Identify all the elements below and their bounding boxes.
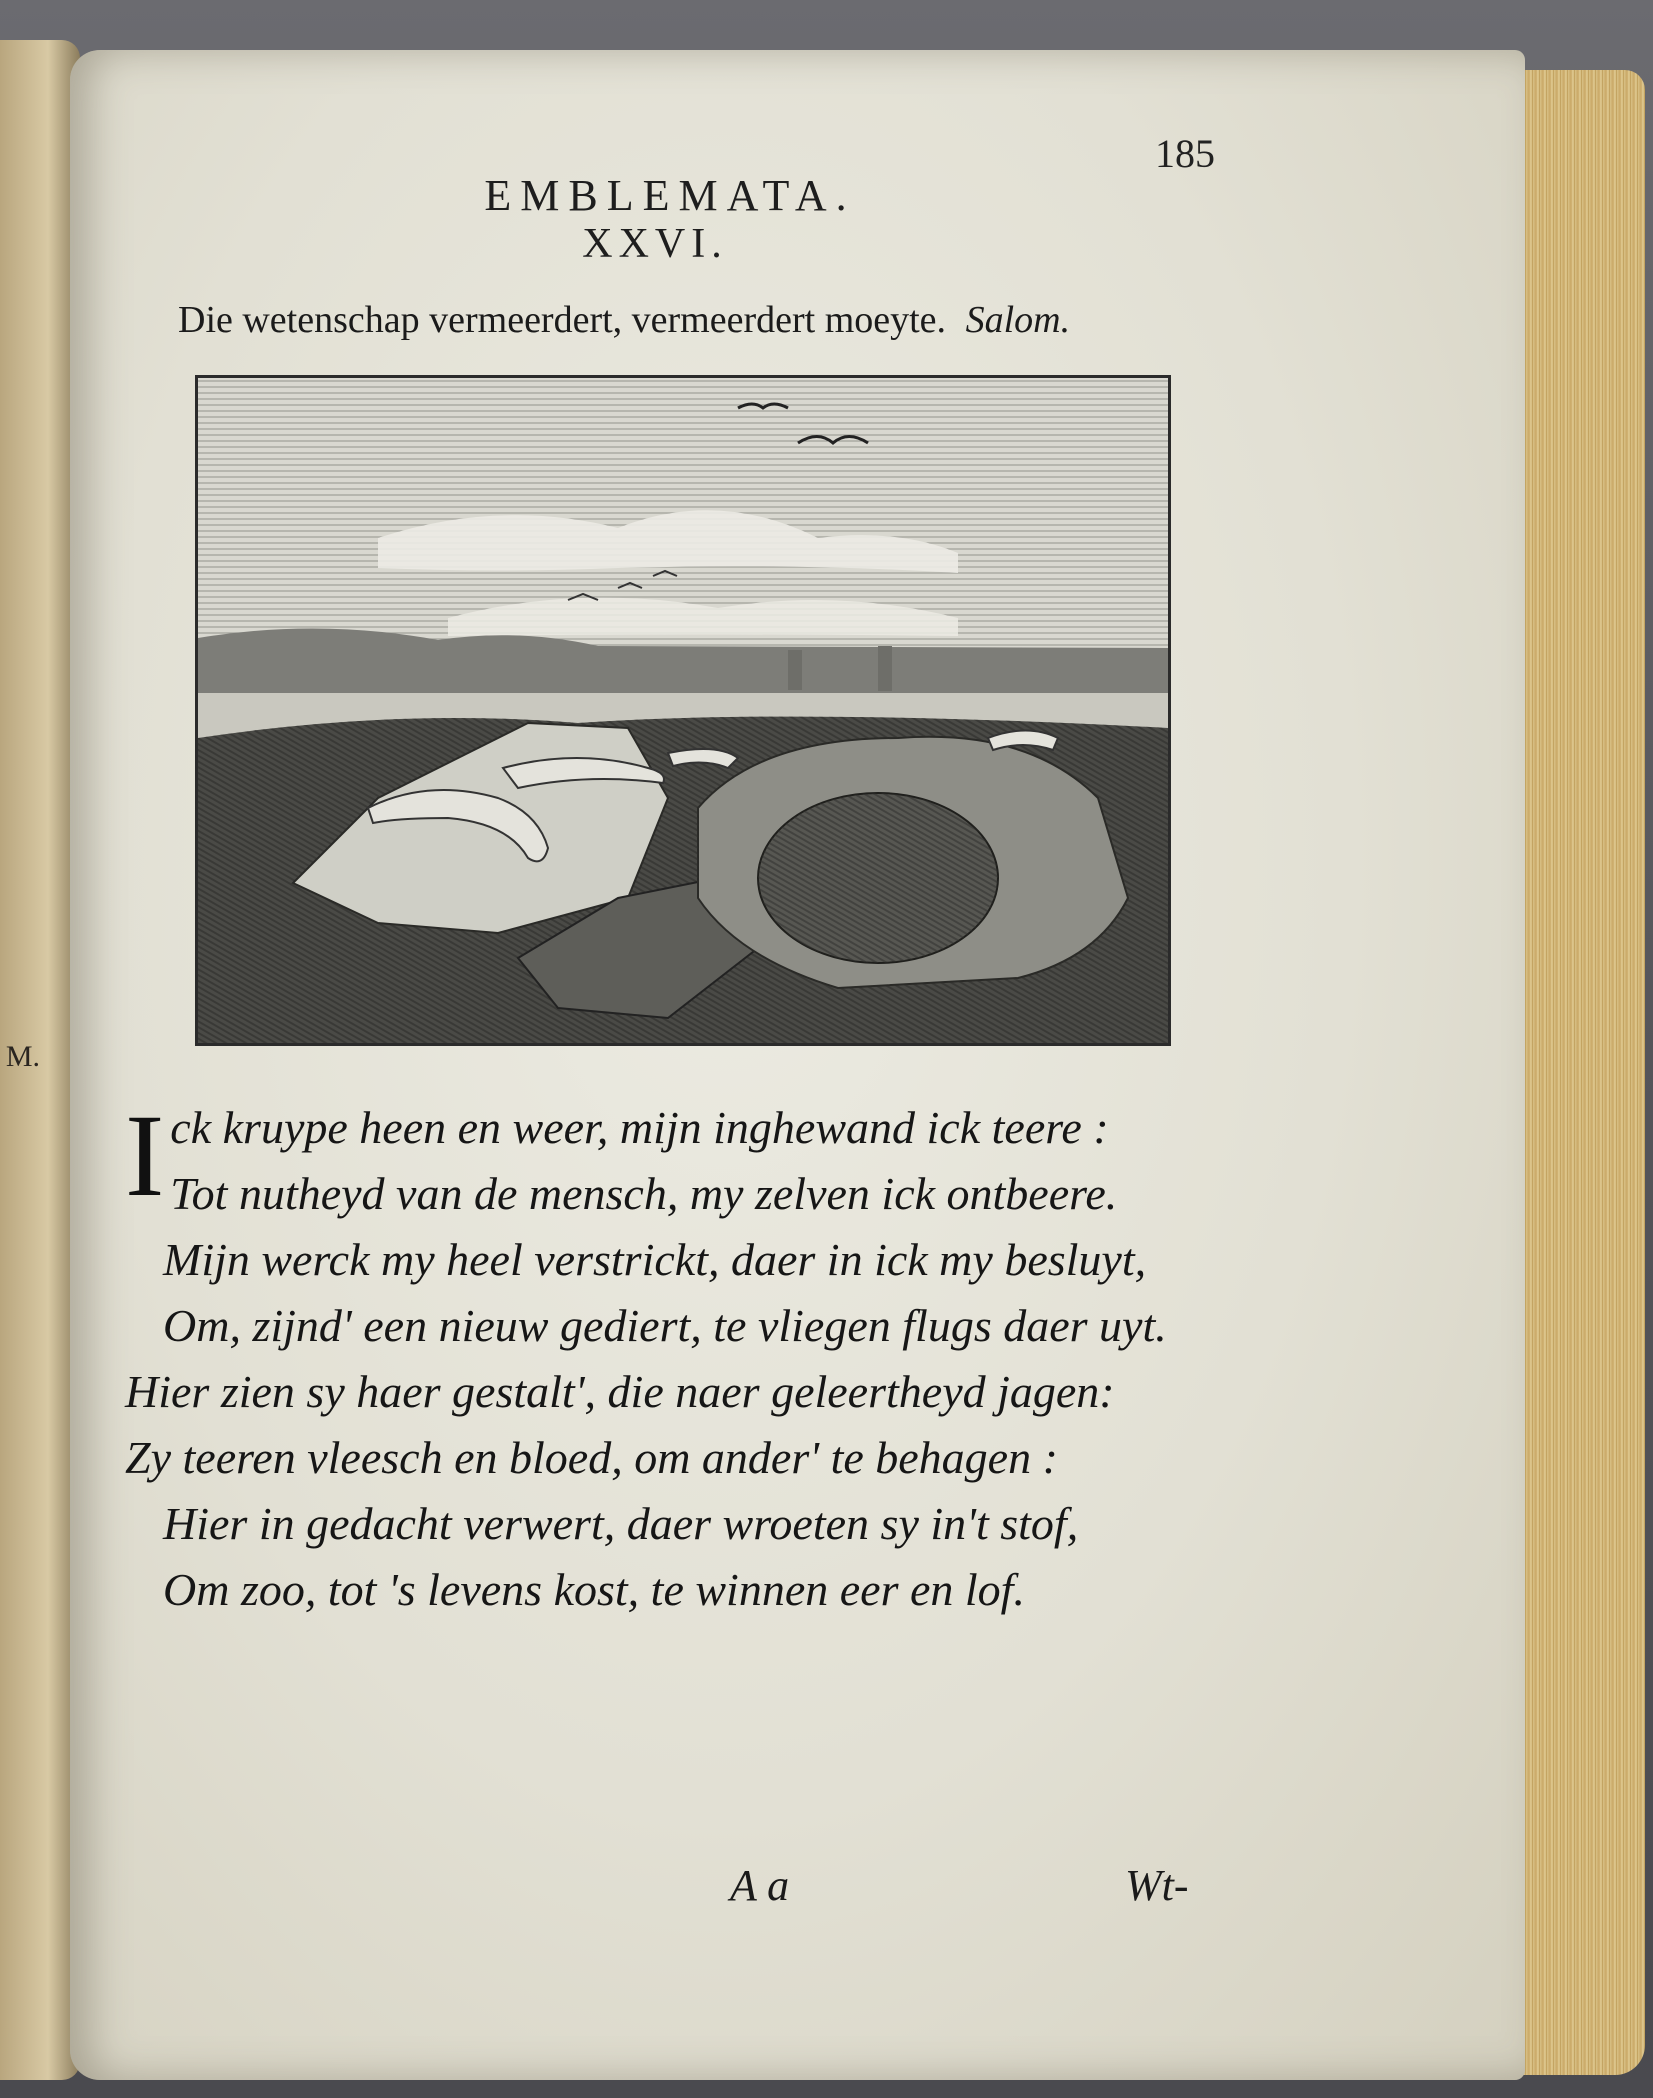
poem-initial: I <box>125 1090 165 1221</box>
page-number: 185 <box>1155 131 1215 176</box>
poem-line: Om, zijnd' een nieuw gediert, te vliegen flugs daer uyt. <box>163 1300 1167 1351</box>
poem-line: Om zoo, tot 's levens kost, te winnen eer en lof. <box>163 1564 1025 1615</box>
poem-line: Hier in gedacht verwert, daer wroeten sy in't stof, <box>163 1498 1079 1549</box>
poem-line: Zy teeren vleesch en bloed, om ander' te behagen : <box>125 1432 1058 1483</box>
page-fore-edge <box>1505 70 1645 2075</box>
motto-source: Salom. <box>965 299 1071 341</box>
running-head: EMBLEMATA. <box>484 171 856 220</box>
poem-line: Hier zien sy haer gestalt', die naer geleertheyd jagen: <box>125 1366 1115 1417</box>
catchword: Wt- <box>1125 1861 1189 1910</box>
engraving-illustration <box>195 375 1171 1046</box>
poem-line: Mijn werck my heel verstrickt, daer in ick my besluyt, <box>163 1234 1147 1285</box>
poem-line: ck kruype heen en weer, mijn inghewand ick teere : <box>170 1102 1109 1153</box>
left-page-edge <box>0 40 80 2080</box>
signature-mark: A a <box>730 1861 790 1910</box>
engraving-silkworms-image <box>198 378 1168 1043</box>
poem <box>125 1090 1275 1623</box>
book-page <box>70 50 1525 2080</box>
left-page-fragment: M. <box>5 1040 40 1073</box>
poem-line: Tot nutheyd van de mensch, my zelven ick ontbeere. <box>170 1168 1118 1219</box>
motto-text: Die wetenschap vermeerdert, vermeerdert moeyte. <box>178 299 947 341</box>
motto <box>178 298 1178 342</box>
emblem-number: XXVI. <box>582 221 728 267</box>
